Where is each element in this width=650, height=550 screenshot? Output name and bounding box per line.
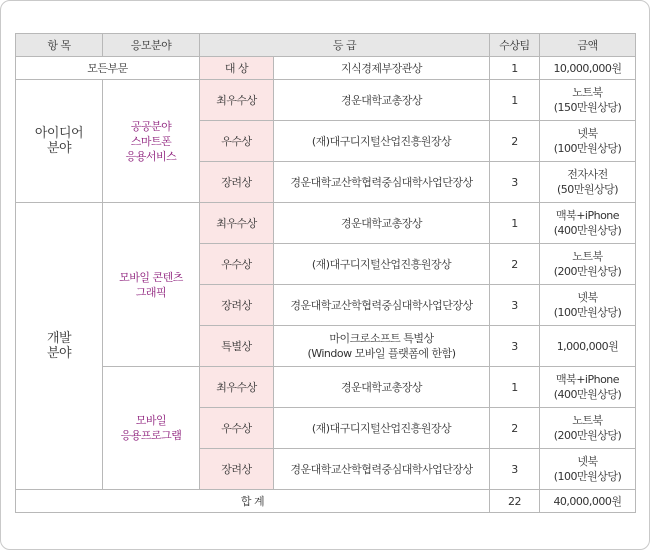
header-teams: 수상팀 [490,34,540,57]
category-dev-text: 개발 분야 [46,331,72,361]
amount-line: 넷북 [577,455,598,468]
header-category: 항 목 [16,34,103,57]
teams-cell: 2 [490,408,540,449]
teams-cell: 1 [490,203,540,244]
amount-cell: 10,000,000원 [540,57,636,80]
prize-line: (Window 모바일 플랫폼에 한함) [307,347,456,360]
teams-cell: 2 [490,244,540,285]
amount-cell [540,285,636,326]
grade-cell: 장려상 [200,449,274,490]
all-divisions-label: 모든부문 [16,57,200,80]
amount-line: 맥북+iPhone [555,373,620,386]
amount-cell [540,80,636,121]
grade-cell: 장려상 [200,285,274,326]
teams-cell: 2 [490,121,540,162]
table-row [16,367,636,408]
teams-cell: 1 [490,57,540,80]
category-idea-text: 아이디어 분야 [34,126,84,156]
prize-cell: 경운대학교총장상 [274,367,490,408]
table-row [16,203,636,244]
teams-cell: 1 [490,367,540,408]
field-line: 모바일 콘텐츠 [119,270,183,284]
total-teams: 22 [490,490,540,513]
field-line: 모바일 [135,414,167,427]
amount-line: 노트북 [572,414,603,427]
prize-cell: (재)대구디지털산업진흥원장상 [274,408,490,449]
teams-cell: 1 [490,80,540,121]
amount-line: (100만원상당) [553,142,622,155]
grade-cell: 장려상 [200,162,274,203]
category-dev [16,203,103,490]
prize-cell: 경운대학교산학협력중심대학사업단장상 [274,162,490,203]
field-line: 스마트폰 [130,134,172,148]
amount-line: (100만원상당) [553,306,622,319]
prize-cell: 경운대학교산학협력중심대학사업단장상 [274,449,490,490]
amount-cell [540,449,636,490]
grade-cell: 우수상 [200,121,274,162]
prize-cell [274,326,490,367]
prize-cell: 경운대학교총장상 [274,80,490,121]
grade-cell: 우수상 [200,244,274,285]
amount-line: (150만원상당) [553,101,622,114]
table-header-row [16,34,636,57]
total-label: 합 계 [16,490,490,513]
amount-cell [540,244,636,285]
prize-cell: 경운대학교총장상 [274,203,490,244]
field-line: 응용서비스 [125,149,177,163]
amount-line: (50만원상당) [556,183,619,196]
prize-line: 마이크로소프트 특별상 [329,332,434,345]
header-amount: 금액 [540,34,636,57]
prize-cell: 경운대학교산학협력중심대학사업단장상 [274,285,490,326]
amount-line: 맥북+iPhone [555,209,620,222]
grade-cell: 특별상 [200,326,274,367]
amount-line: 전자사전 [567,168,608,181]
category-idea [16,80,103,203]
prize-cell: 지식경제부장관상 [274,57,490,80]
teams-cell: 3 [490,449,540,490]
amount-line: (400만원상당) [553,224,622,237]
award-table [15,33,636,513]
amount-cell: 1,000,000원 [540,326,636,367]
prize-cell: (재)대구디지털산업진흥원장상 [274,121,490,162]
grade-cell: 최우수상 [200,80,274,121]
table-row [16,57,636,80]
field-line: 응용프로그램 [120,429,182,442]
table-row [16,80,636,121]
grade-cell: 우수상 [200,408,274,449]
amount-line: 노트북 [572,250,603,263]
grade-cell: 대 상 [200,57,274,80]
amount-line: (400만원상당) [553,388,622,401]
prize-cell: (재)대구디지털산업진흥원장상 [274,244,490,285]
teams-cell: 3 [490,162,540,203]
amount-cell [540,203,636,244]
amount-cell [540,121,636,162]
total-row [16,490,636,513]
field-line: 그래픽 [135,285,167,299]
amount-cell [540,367,636,408]
amount-line: (200만원상당) [553,265,622,278]
amount-line: 넷북 [577,127,598,140]
amount-cell [540,162,636,203]
amount-line: (200만원상당) [553,429,622,442]
amount-line: 노트북 [572,86,603,99]
amount-cell [540,408,636,449]
field-mobile-content [103,203,200,367]
header-grade: 등 급 [200,34,490,57]
grade-cell: 최우수상 [200,367,274,408]
header-field: 응모분야 [103,34,200,57]
amount-line: 넷북 [577,291,598,304]
teams-cell: 3 [490,326,540,367]
grade-cell: 최우수상 [200,203,274,244]
field-line: 공공분야 [130,119,172,133]
amount-line: (100만원상당) [553,470,622,483]
field-idea [103,80,200,203]
teams-cell: 3 [490,285,540,326]
total-amount: 40,000,000원 [540,490,636,513]
field-mobile-app [103,367,200,490]
